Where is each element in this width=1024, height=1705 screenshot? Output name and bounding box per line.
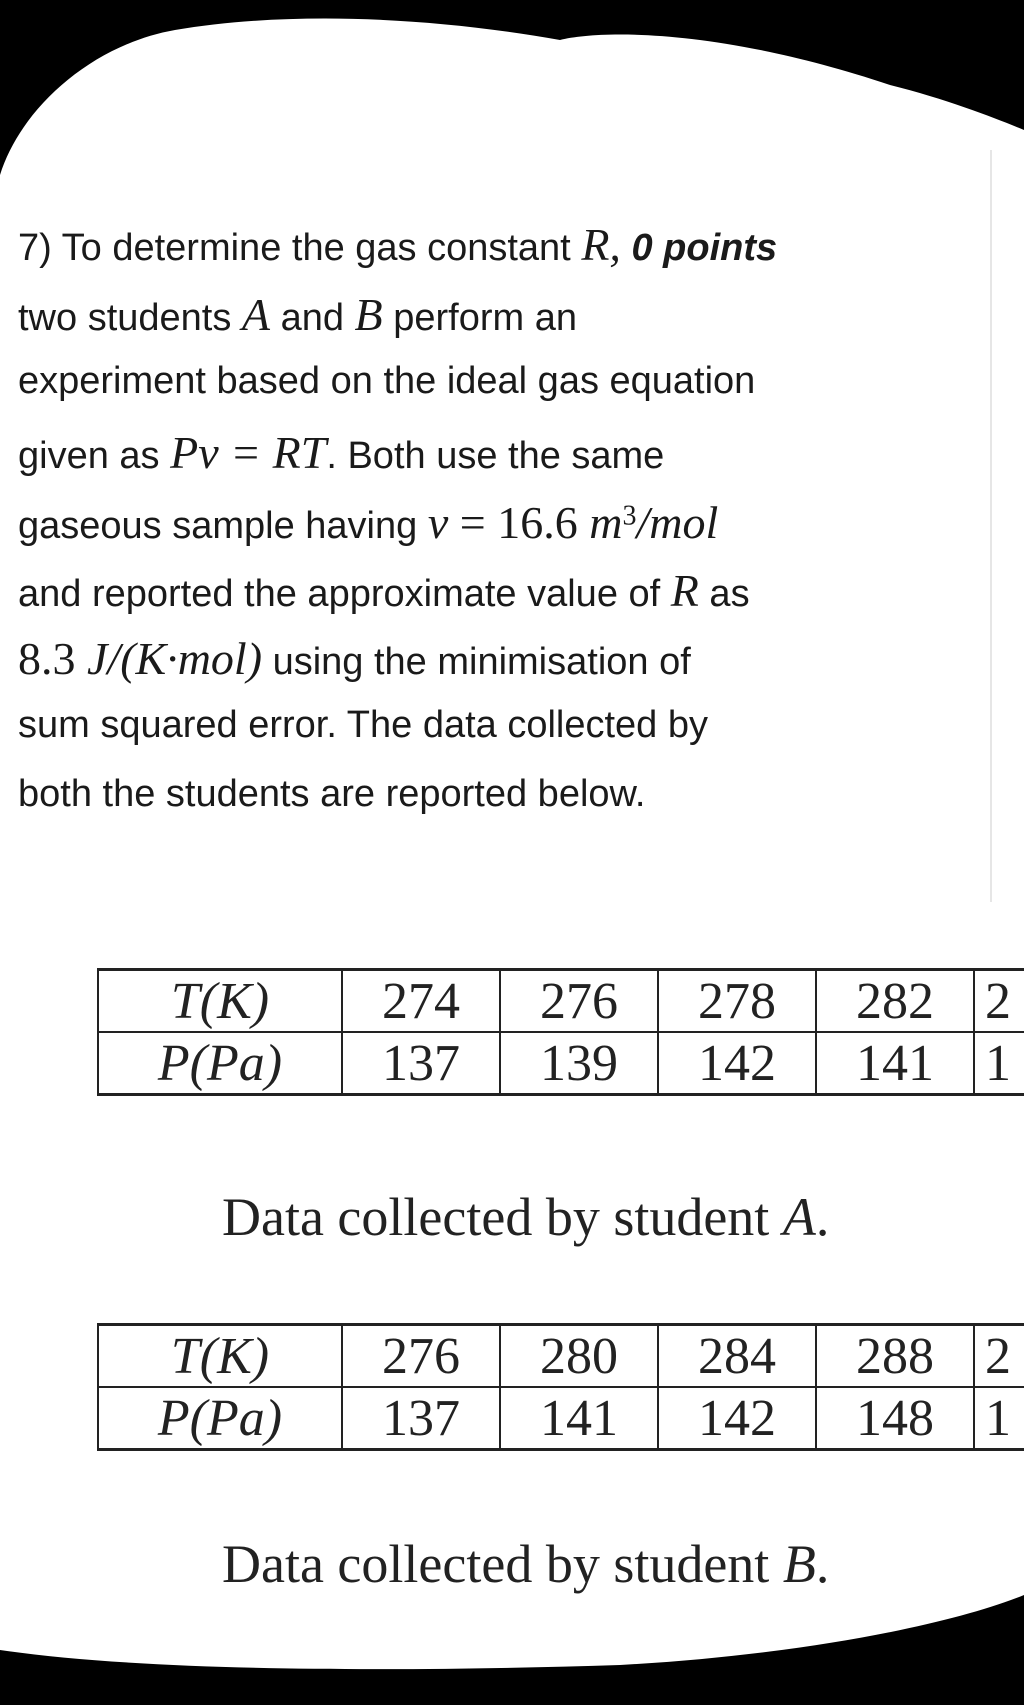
table-cell: 288	[816, 1326, 974, 1387]
row-header-temperature: T(K)	[99, 1326, 342, 1387]
table-cell: 142	[658, 1032, 816, 1093]
caption-student-b: Data collected by student B.	[222, 1534, 830, 1594]
question-line-2: two students A and B perform an	[18, 289, 577, 340]
table-cell: 284	[658, 1326, 816, 1387]
row-header-pressure: P(Pa)	[99, 1387, 342, 1448]
table-cell: 148	[816, 1387, 974, 1448]
table-cell: 142	[658, 1387, 816, 1448]
table-cell: 137	[342, 1032, 500, 1093]
row-header-pressure: P(Pa)	[99, 1032, 342, 1093]
question-line-7: 8.3 J/(K·mol) using the minimisation of	[18, 633, 691, 684]
question-line-9: both the students are reported below.	[18, 773, 646, 815]
table-cell: 1	[974, 1032, 1024, 1093]
table-cell: 276	[342, 1326, 500, 1387]
table-cell: 139	[500, 1032, 658, 1093]
question-line-8: sum squared error. The data collected by	[18, 704, 709, 746]
table-cell: 2	[974, 1326, 1024, 1387]
row-header-temperature: T(K)	[99, 971, 342, 1032]
table-student-b	[97, 1323, 1024, 1451]
question-line-6: and reported the approximate value of R as	[18, 565, 750, 616]
table-cell: 141	[500, 1387, 658, 1448]
table-row-temperature	[99, 971, 1024, 1032]
table-cell: 282	[816, 971, 974, 1032]
table-row-pressure	[99, 1032, 1024, 1093]
table-cell: 141	[816, 1032, 974, 1093]
table-cell: 274	[342, 971, 500, 1032]
table-row-pressure	[99, 1387, 1024, 1448]
points-badge: 0 points	[631, 227, 778, 269]
table-cell: 2	[974, 971, 1024, 1032]
question-line-3: experiment based on the ideal gas equation	[18, 360, 756, 402]
table-cell: 278	[658, 971, 816, 1032]
table-student-a	[97, 968, 1024, 1096]
question-line-4: given as Pv = RT. Both use the same	[18, 427, 665, 478]
question-line-1: 7) To determine the gas constant R, 0 points	[18, 219, 778, 270]
table-cell: 1	[974, 1387, 1024, 1448]
table-cell: 280	[500, 1326, 658, 1387]
column-divider	[990, 150, 992, 902]
table-cell: 137	[342, 1387, 500, 1448]
table-row-temperature	[99, 1326, 1024, 1387]
question-line-5: gaseous sample having v = 16.6 $m^3$/mol	[18, 497, 719, 548]
caption-student-a: Data collected by student A.	[222, 1187, 830, 1247]
table-cell: 276	[500, 971, 658, 1032]
